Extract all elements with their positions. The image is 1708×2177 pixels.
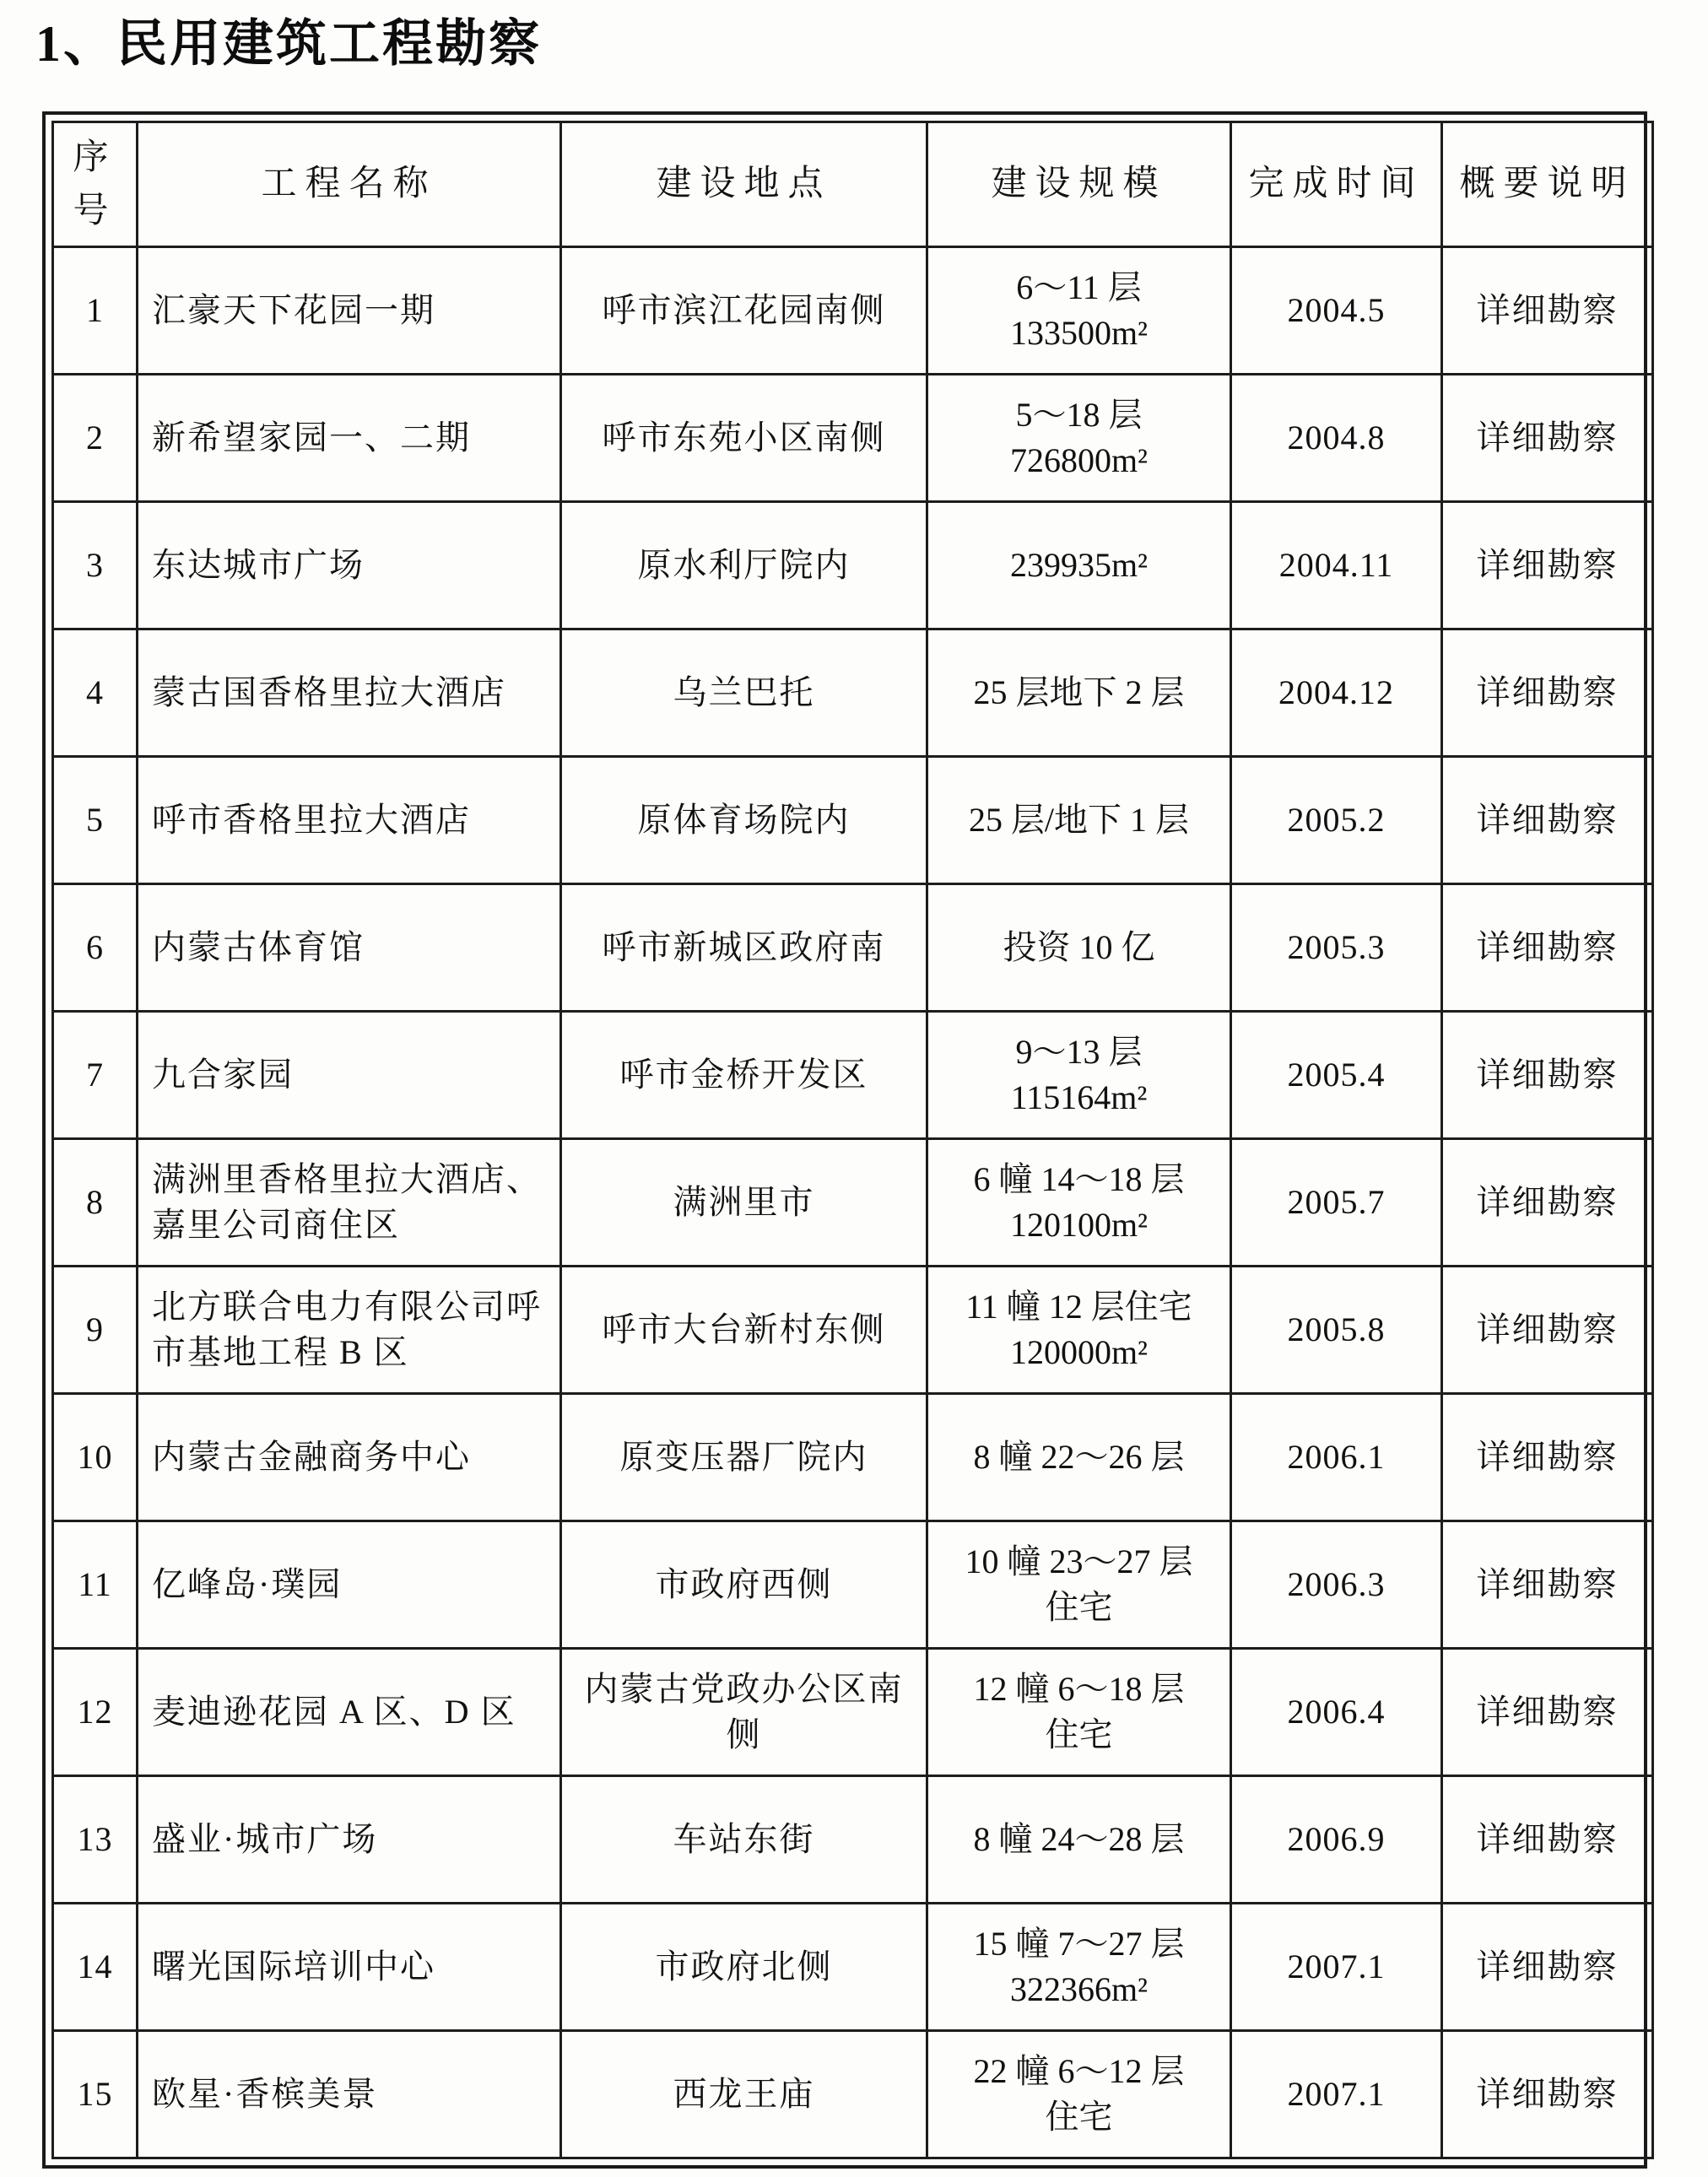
cell-project-name: 呼市香格里拉大酒店 — [138, 757, 561, 884]
cell-completion-time: 2006.9 — [1231, 1776, 1442, 1904]
cell-construction-location: 呼市东苑小区南侧 — [561, 375, 927, 502]
header-row — [53, 122, 1653, 247]
cell-summary-note: 详细勘察 — [1442, 1776, 1653, 1904]
cell-construction-scale — [927, 1521, 1231, 1649]
table-row — [53, 375, 1653, 502]
cell-construction-scale — [927, 1904, 1231, 2031]
cell-construction-location: 乌兰巴托 — [561, 629, 927, 757]
cell-construction-scale — [927, 1649, 1231, 1776]
header-scale: 建设规模 — [927, 122, 1231, 247]
cell-construction-scale — [927, 1012, 1231, 1139]
cell-project-name: 盛业·城市广场 — [138, 1776, 561, 1904]
header-time: 完成时间 — [1231, 122, 1442, 247]
scale-line-2: 322366m² — [1009, 1970, 1149, 2008]
cell-row-number: 7 — [53, 1012, 138, 1139]
cell-construction-scale — [927, 884, 1231, 1012]
cell-summary-note: 详细勘察 — [1442, 1394, 1653, 1521]
cell-row-number: 2 — [53, 375, 138, 502]
scale-line-1: 239935m² — [1009, 546, 1149, 584]
cell-summary-note: 详细勘察 — [1442, 1649, 1653, 1776]
cell-project-name: 北方联合电力有限公司呼市基地工程 B 区 — [138, 1267, 561, 1394]
cell-completion-time: 2005.3 — [1231, 884, 1442, 1012]
cell-construction-location: 满洲里市 — [561, 1139, 927, 1267]
cell-project-name: 欧星·香槟美景 — [138, 2031, 561, 2158]
cell-row-number: 13 — [53, 1776, 138, 1904]
cell-row-number: 8 — [53, 1139, 138, 1267]
scale-line-1: 8 幢 24～28 层 — [973, 1820, 1185, 1858]
scale-line-1: 12 幢 6～18 层 — [973, 1670, 1185, 1708]
scale-line-1: 25 层地下 2 层 — [973, 673, 1185, 711]
table-row — [53, 1139, 1653, 1267]
cell-construction-location: 原变压器厂院内 — [561, 1394, 927, 1521]
cell-construction-location: 车站东街 — [561, 1776, 927, 1904]
scale-line-2: 133500m² — [1009, 314, 1149, 352]
table-body — [53, 247, 1653, 2158]
scale-line-1: 10 幢 23～27 层 — [965, 1542, 1193, 1580]
cell-project-name: 九合家园 — [138, 1012, 561, 1139]
cell-summary-note: 详细勘察 — [1442, 1521, 1653, 1649]
cell-completion-time: 2006.3 — [1231, 1521, 1442, 1649]
cell-row-number: 5 — [53, 757, 138, 884]
table-row — [53, 757, 1653, 884]
table-header — [53, 122, 1653, 247]
cell-construction-location: 内蒙古党政办公区南侧 — [561, 1649, 927, 1776]
cell-summary-note: 详细勘察 — [1442, 247, 1653, 375]
cell-project-name: 满洲里香格里拉大酒店、嘉里公司商住区 — [138, 1139, 561, 1267]
cell-summary-note: 详细勘察 — [1442, 1139, 1653, 1267]
cell-project-name: 亿峰岛·璞园 — [138, 1521, 561, 1649]
cell-project-name: 新希望家园一、二期 — [138, 375, 561, 502]
scale-line-1: 11 幢 12 层住宅 — [965, 1288, 1192, 1326]
header-no: 序号 — [53, 122, 138, 247]
scale-line-2: 120000m² — [1009, 1333, 1149, 1371]
cell-completion-time: 2004.11 — [1231, 502, 1442, 629]
table-row — [53, 2031, 1653, 2158]
cell-completion-time: 2007.1 — [1231, 2031, 1442, 2158]
cell-completion-time: 2005.8 — [1231, 1267, 1442, 1394]
table-row — [53, 1649, 1653, 1776]
cell-construction-location: 呼市新城区政府南 — [561, 884, 927, 1012]
table-row — [53, 1267, 1653, 1394]
cell-construction-scale — [927, 2031, 1231, 2158]
cell-summary-note: 详细勘察 — [1442, 375, 1653, 502]
header-location: 建设地点 — [561, 122, 927, 247]
cell-project-name: 蒙古国香格里拉大酒店 — [138, 629, 561, 757]
cell-construction-scale — [927, 1394, 1231, 1521]
cell-construction-scale — [927, 1139, 1231, 1267]
scale-line-1: 6 幢 14～18 层 — [973, 1160, 1185, 1198]
scale-line-1: 15 幢 7～27 层 — [973, 1925, 1185, 1963]
header-name: 工程名称 — [138, 122, 561, 247]
cell-summary-note: 详细勘察 — [1442, 1012, 1653, 1139]
cell-row-number: 4 — [53, 629, 138, 757]
cell-construction-location: 市政府北侧 — [561, 1904, 927, 2031]
page-title: 1、民用建筑工程勘察 — [35, 16, 542, 72]
header-note: 概要说明 — [1442, 122, 1653, 247]
cell-construction-location: 呼市大台新村东侧 — [561, 1267, 927, 1394]
cell-construction-location: 呼市金桥开发区 — [561, 1012, 927, 1139]
scale-line-2: 住宅 — [1045, 1588, 1113, 1626]
cell-row-number: 3 — [53, 502, 138, 629]
scale-line-1: 22 幢 6～12 层 — [973, 2052, 1185, 2090]
cell-construction-scale — [927, 1267, 1231, 1394]
cell-construction-scale — [927, 1776, 1231, 1904]
table-row — [53, 247, 1653, 375]
cell-summary-note: 详细勘察 — [1442, 757, 1653, 884]
cell-project-name: 汇豪天下花园一期 — [138, 247, 561, 375]
cell-project-name: 东达城市广场 — [138, 502, 561, 629]
cell-row-number: 10 — [53, 1394, 138, 1521]
cell-construction-location: 原体育场院内 — [561, 757, 927, 884]
cell-row-number: 15 — [53, 2031, 138, 2158]
cell-project-name: 麦迪逊花园 A 区、D 区 — [138, 1649, 561, 1776]
cell-construction-location: 呼市滨江花园南侧 — [561, 247, 927, 375]
cell-completion-time: 2005.7 — [1231, 1139, 1442, 1267]
cell-summary-note: 详细勘察 — [1442, 1267, 1653, 1394]
cell-summary-note: 详细勘察 — [1442, 629, 1653, 757]
projects-table-frame — [42, 111, 1647, 2169]
cell-construction-location: 原水利厅院内 — [561, 502, 927, 629]
cell-row-number: 12 — [53, 1649, 138, 1776]
table-row — [53, 1394, 1653, 1521]
cell-completion-time: 2006.1 — [1231, 1394, 1442, 1521]
scale-line-2: 726800m² — [1009, 441, 1149, 479]
table-row — [53, 1012, 1653, 1139]
scale-line-2: 住宅 — [1045, 2098, 1113, 2136]
cell-project-name: 内蒙古金融商务中心 — [138, 1394, 561, 1521]
cell-completion-time: 2004.12 — [1231, 629, 1442, 757]
cell-construction-scale — [927, 502, 1231, 629]
cell-construction-scale — [927, 629, 1231, 757]
cell-summary-note: 详细勘察 — [1442, 1904, 1653, 2031]
cell-row-number: 14 — [53, 1904, 138, 2031]
cell-project-name: 曙光国际培训中心 — [138, 1904, 561, 2031]
table-row — [53, 629, 1653, 757]
scale-line-1: 9～13 层 — [1015, 1033, 1143, 1071]
cell-construction-location: 市政府西侧 — [561, 1521, 927, 1649]
table-row — [53, 1904, 1653, 2031]
scale-line-1: 8 幢 22～26 层 — [973, 1438, 1185, 1476]
cell-completion-time: 2007.1 — [1231, 1904, 1442, 2031]
cell-project-name: 内蒙古体育馆 — [138, 884, 561, 1012]
cell-row-number: 11 — [53, 1521, 138, 1649]
cell-construction-scale — [927, 247, 1231, 375]
cell-row-number: 1 — [53, 247, 138, 375]
cell-construction-scale — [927, 757, 1231, 884]
cell-completion-time: 2005.4 — [1231, 1012, 1442, 1139]
table-row — [53, 1521, 1653, 1649]
cell-row-number: 9 — [53, 1267, 138, 1394]
table-row — [53, 884, 1653, 1012]
scale-line-1: 5～18 层 — [1015, 396, 1143, 434]
cell-construction-location: 西龙王庙 — [561, 2031, 927, 2158]
cell-completion-time: 2004.8 — [1231, 375, 1442, 502]
cell-completion-time: 2006.4 — [1231, 1649, 1442, 1776]
cell-summary-note: 详细勘察 — [1442, 502, 1653, 629]
table-row — [53, 502, 1653, 629]
scale-line-2: 住宅 — [1045, 1715, 1113, 1753]
cell-construction-scale — [927, 375, 1231, 502]
scale-line-2: 115164m² — [1010, 1078, 1148, 1116]
cell-row-number: 6 — [53, 884, 138, 1012]
cell-completion-time: 2004.5 — [1231, 247, 1442, 375]
table-row — [53, 1776, 1653, 1904]
projects-table — [51, 121, 1654, 2159]
scale-line-1: 6～11 层 — [1016, 268, 1142, 306]
scale-line-1: 投资 10 亿 — [1003, 928, 1155, 966]
cell-summary-note: 详细勘察 — [1442, 2031, 1653, 2158]
scale-line-1: 25 层/地下 1 层 — [968, 801, 1190, 839]
cell-summary-note: 详细勘察 — [1442, 884, 1653, 1012]
scale-line-2: 120100m² — [1009, 1206, 1149, 1244]
cell-completion-time: 2005.2 — [1231, 757, 1442, 884]
